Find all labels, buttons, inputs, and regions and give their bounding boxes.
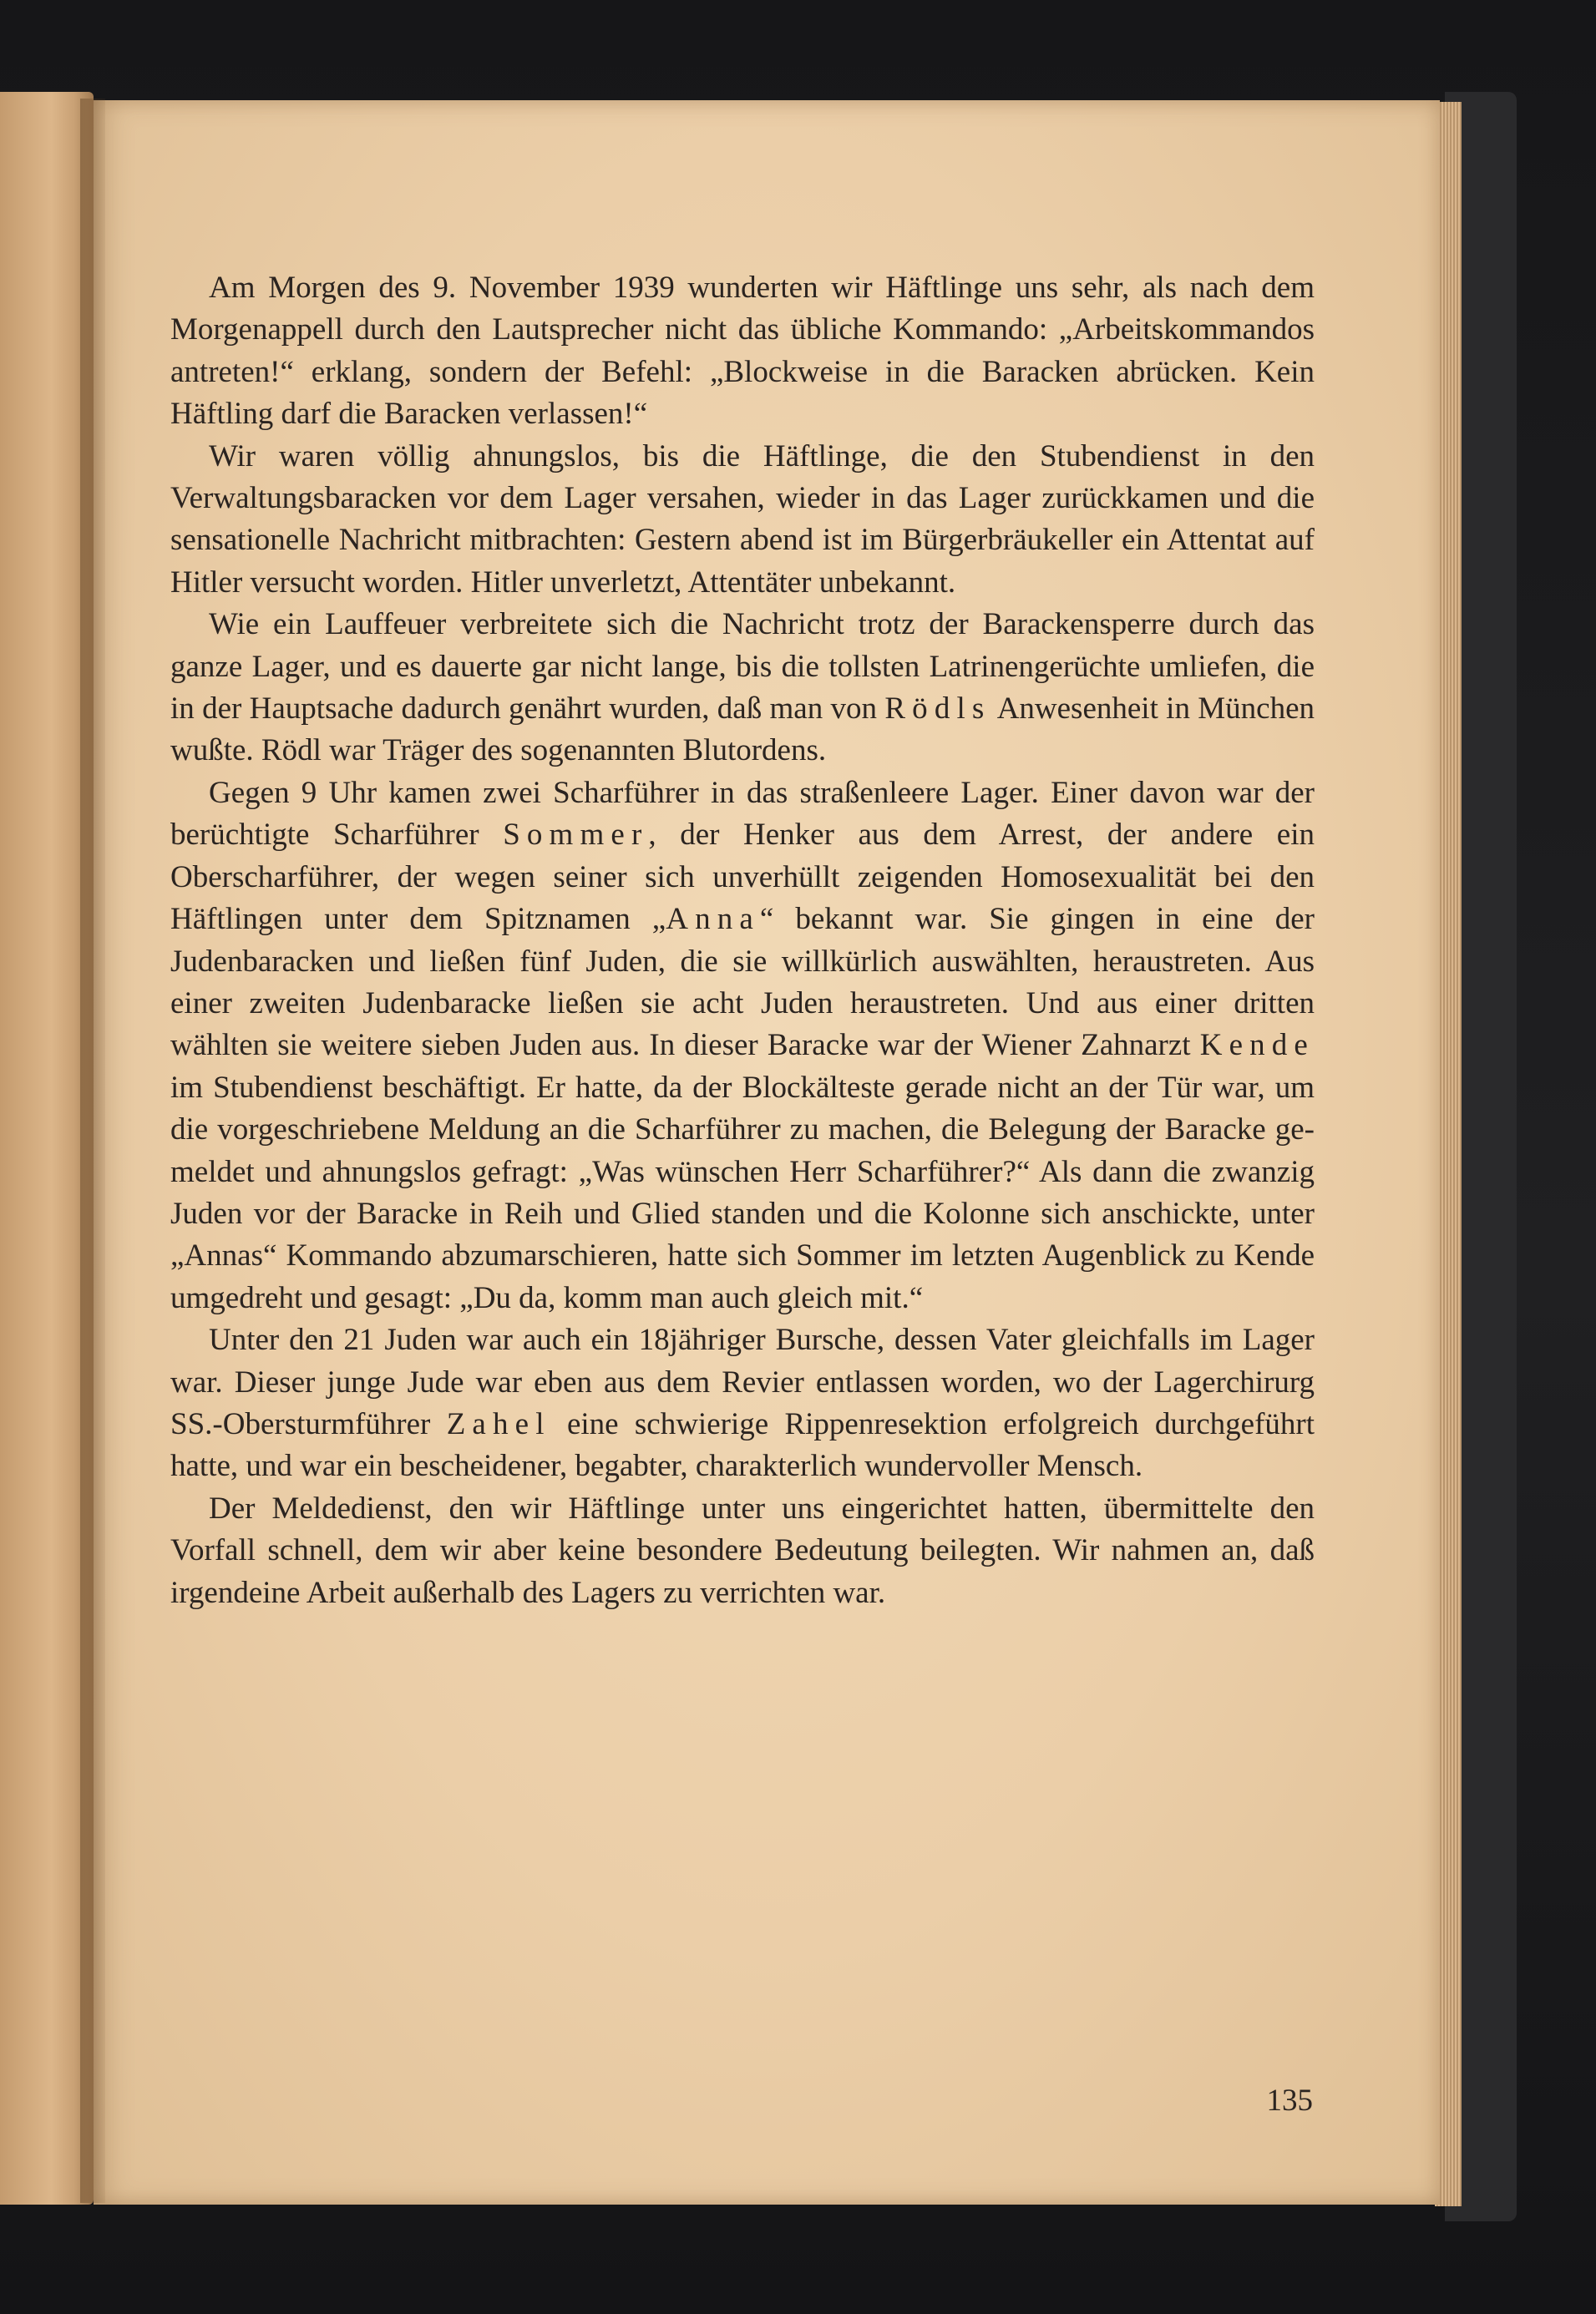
text-run: , der Henker aus dem Arrest, der andere ein Oberscharführer, der wegen seiner sich unverhüllt zeigenden Homosexualität bei den Häftlingen unter dem Spitznamen „ [170,818,1315,937]
page-number: 135 [1266,2084,1313,2118]
text-run: Am Morgen des 9. November 1939 wunderten wir Häftlinge uns sehr, als nach dem Morgenappell durch den Lautsprecher nicht das übliche Kommando: „Arbeitskommandos antreten!“ erklang, sondern der Befehl: „Blockweise in die Baracken abrücken. Kein Häftling darf die Baracken verlassen!“ [170,271,1315,432]
binding-gutter-shadow [80,99,105,2203]
paragraph-2 [170,436,1315,605]
text-run: Unter den 21 Juden war auch ein 18jähriger Bursche, dessen Vater gleichfalls im Lager war. Dieser junge Jude war eben aus dem Revier entlassen worden, wo der Lagerchirurg SS.-Obersturmführer [170,1323,1315,1441]
spaced-name-kende: Kende [1199,1028,1315,1063]
text-run: eine schwierige Rippenresektion erfolgreich durchgeführt hatte, und war ein bescheidener, begabter, charakterlich wundervoller Mensch. [170,1406,1315,1484]
text-run: “ bekannt war. Sie gingen in eine der Judenbaracken und ließen fünf Juden, die sie willkürlich auswählten, heraustreten. Aus einer zweiten Judenbaracke ließen sie acht Juden heraustreten. Und aus einer dritten wählten sie weitere sieben Juden aus. In dieser Baracke war der Wiener Zahnarzt [170,902,1315,1063]
paragraph-1 [170,267,1315,436]
paragraph-6 [170,1488,1315,1614]
spaced-name-sommer: Sommer [503,818,649,853]
text-run: Anwesenheit in München wußte. Rödl war Träger des sogenannten Blutordens. [170,691,1315,768]
text-run: im Stubendienst beschäftigt. Er hatte, da der Blockälteste gerade nicht an der Tür war, um die vorgeschriebene Meldung an die Scharführer zu machen, die Belegung der Baracke gemeldet und ahnungslos gefragt: „Was wünschen Herr Scharführer?“ Als dann die zwanzig Juden vor der Baracke in Reih und Glied standen und die Kolonne sich anschickte, unter „Annas“ Kommando abzumarschieren, hatte sich Sommer im letzten Augenblick zu Kende umgedreht und gesagt: „Du da, komm man auch gleich mit.“ [170,1070,1315,1315]
text-run: Der Meldedienst, den wir Häftlinge unter uns eingerichtet hatten, übermittelte den Vorfall schnell, dem wir aber keine besondere Bedeutung beilegten. Wir nahmen an, daß irgendeine Arbeit außerhalb des Lagers zu verrichten war. [170,1491,1315,1610]
book-page [94,100,1440,2205]
paragraph-5 [170,1319,1315,1488]
text-run: Gegen 9 Uhr kamen zwei Scharführer in das straßenleere Lager. Einer davon war der berüchtigte Scharführer [170,775,1315,853]
paragraph-3 [170,604,1315,772]
spaced-name-zahel: Zahel [446,1406,551,1441]
spaced-name-roedl: Rödls [884,691,991,727]
text-run: Wir waren völlig ahnungslos, bis die Häftlinge, die den Stubendienst in den Verwaltungsbaracken vor dem Lager versahen, wieder in das Lager zurückkamen und die sensationelle Nachricht mitbrachten: Gestern abend ist im Bürgerbräukeller ein Attentat auf Hitler versucht worden. Hitler unverletzt, Attentäter unbekannt. [170,438,1315,600]
page-body-text [170,267,1315,1614]
spaced-name-anna: Anna [666,902,760,937]
paragraph-4 [170,772,1315,1319]
text-run: Wie ein Lauffeuer verbreitete sich die Nachricht trotz der Barackensperre durch das ganze Lager, und es dauerte gar nicht lange, bis die tollsten Latrinengerüchte umliefen, die in der Hauptsache dadurch genährt wurden, daß man von [170,607,1315,727]
